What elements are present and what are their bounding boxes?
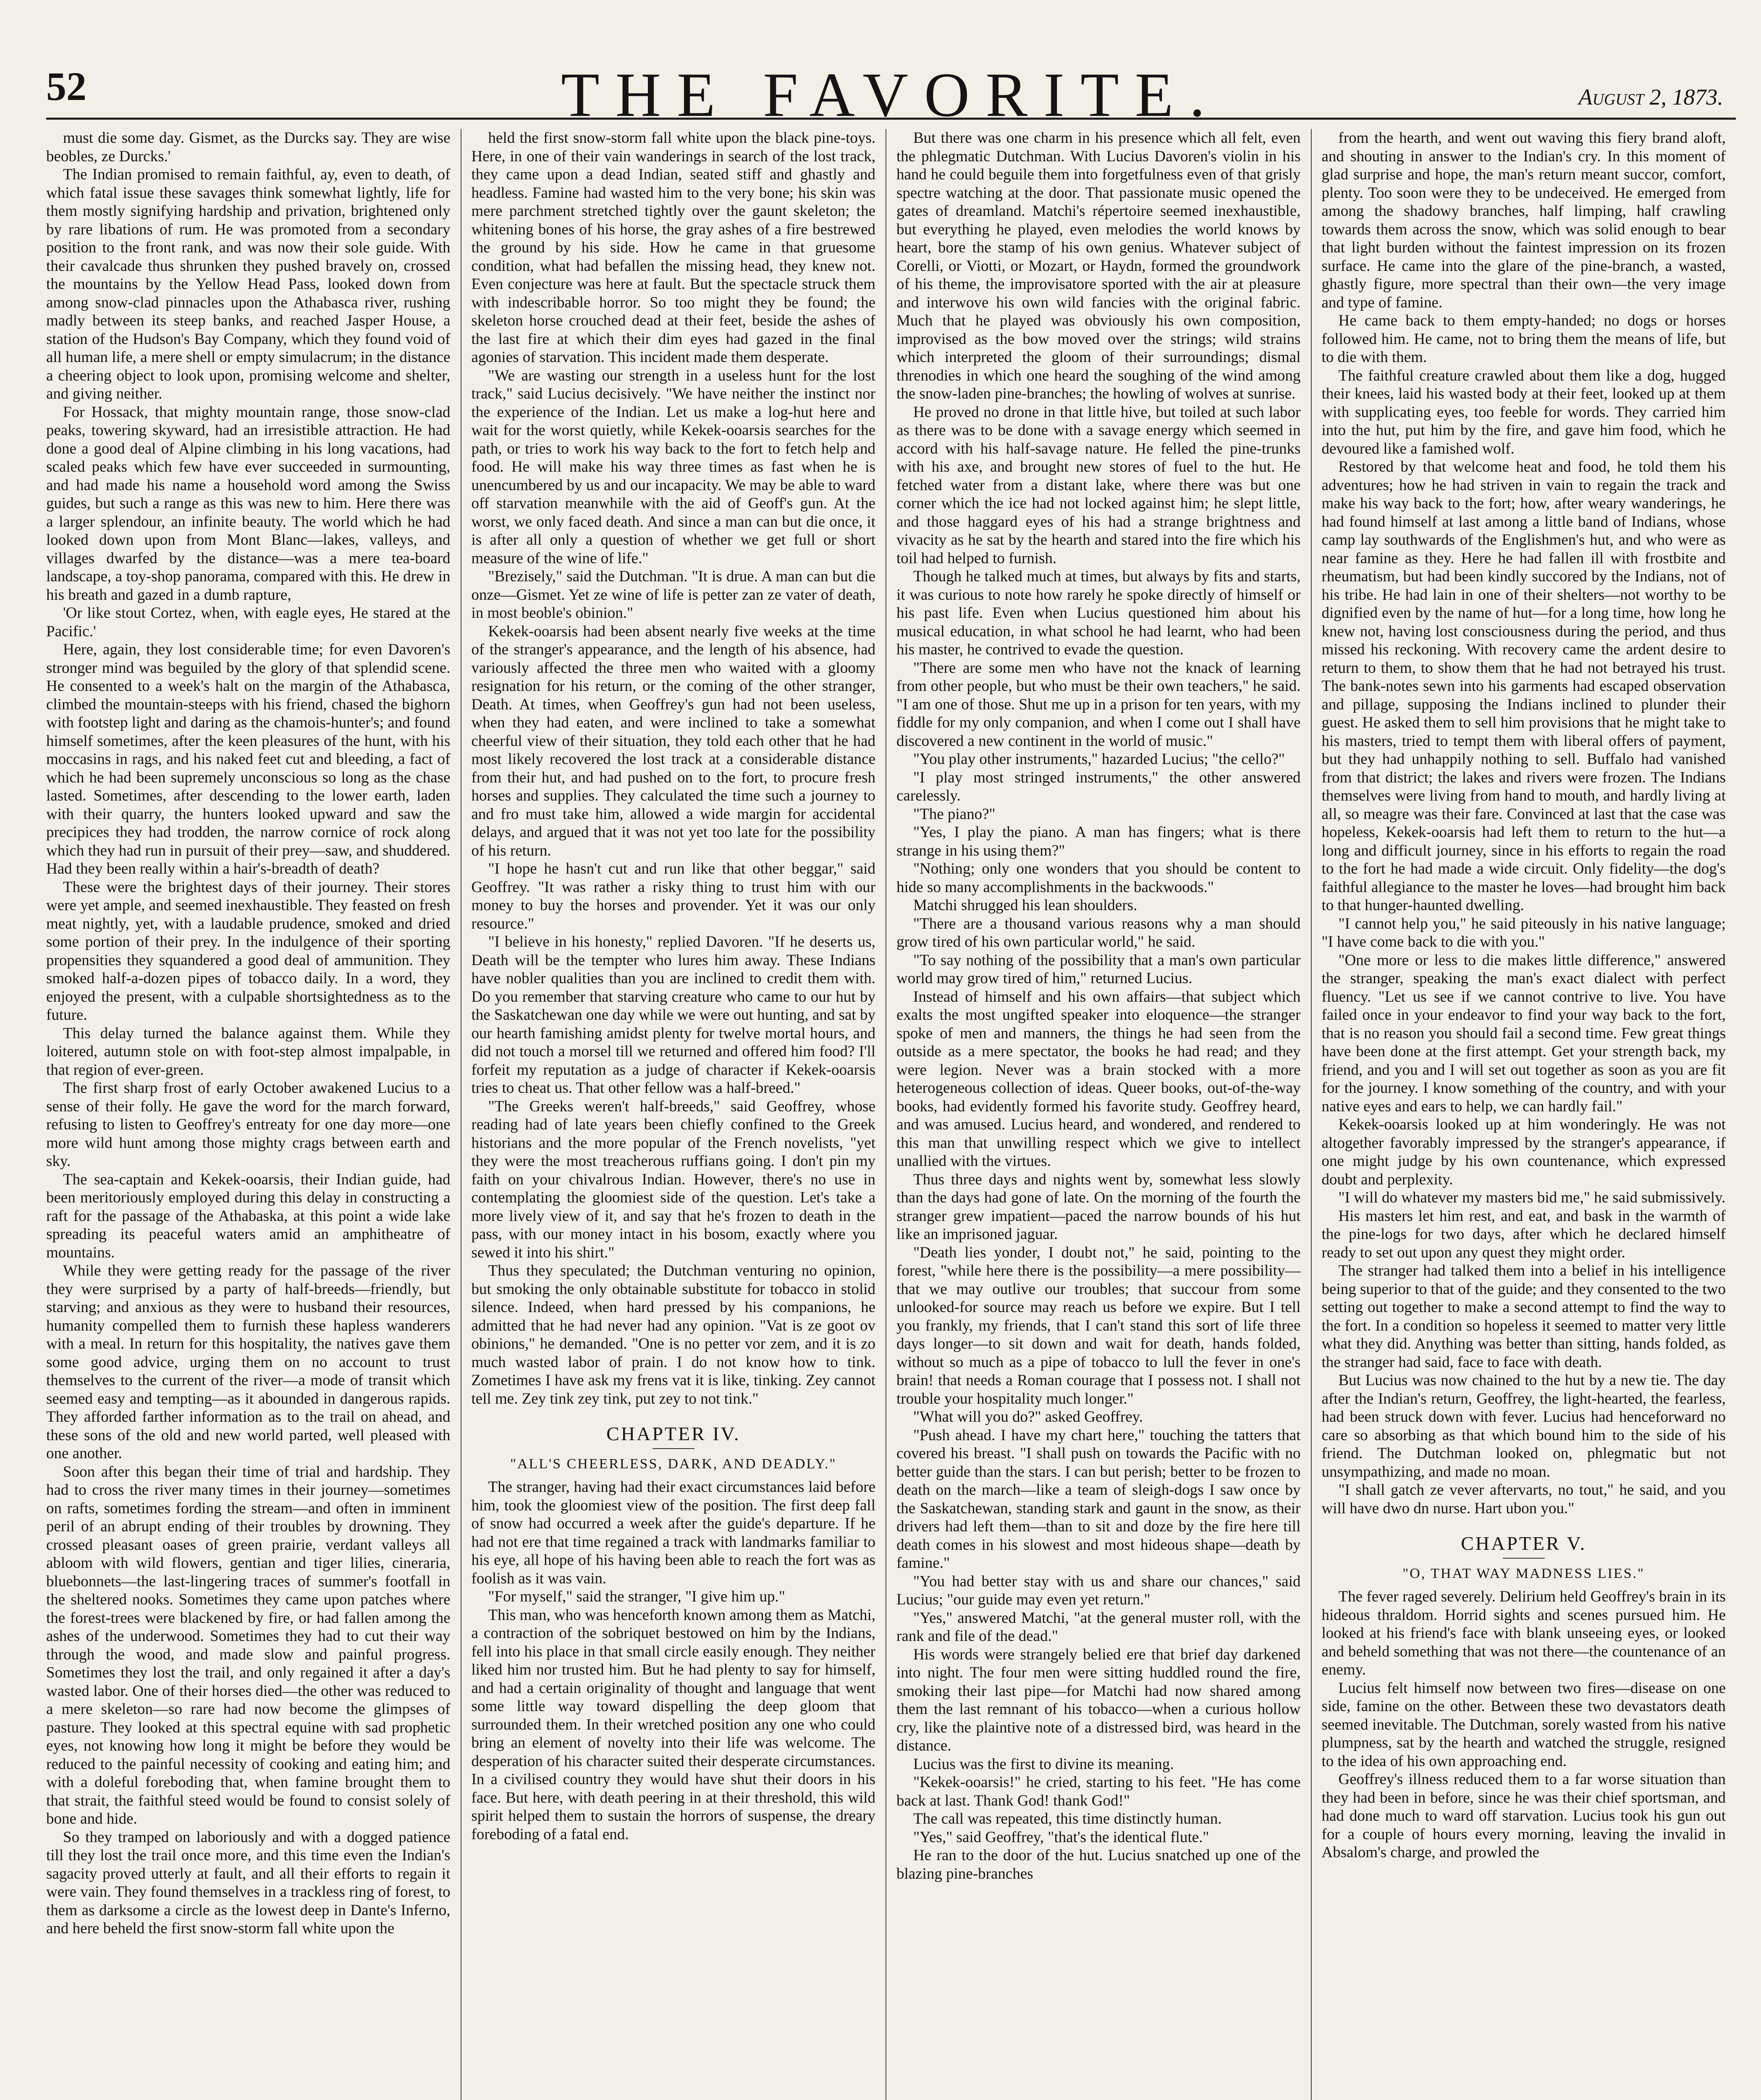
chapter-title: CHAPTER V. bbox=[1461, 1533, 1587, 1554]
paragraph: "There are some men who have not the knack of learning from other people, but who must be their own teachers," he said. "I am one of those. Shut me up in a prison for ten years, with my fiddle for my only companion, and when I come out I shall have discovered a new continent in the world of music." bbox=[896, 659, 1301, 750]
paragraph: "You had better stay with us and share our chances," said Lucius; "our guide may even yet return." bbox=[896, 1572, 1301, 1608]
paragraph: While they were getting ready for the passage of the river they were surprised by a party of half-breeds—friendly, but starving; and anxious as they were to husband their resources, humanity compelled them to furnish these hapless wanderers with a meal. In return for this hospitality, the natives gave them some good advice, urging them on no account to trust themselves to the current of the river—a mode of transit which seemed easy and tempting—as it abounded in dangerous rapids. They afforded farther information as to the trail on ahead, and these sons of the old and new world parted, well pleased with one another. bbox=[46, 1262, 451, 1462]
paragraph: The sea-captain and Kekek-ooarsis, their Indian guide, had been meritoriously employed during this delay in constructing a raft for the passage of the Athabaska, at this point a wide lake spreading its peaceful waters amid an amphitheatre of mountains. bbox=[46, 1171, 451, 1261]
paragraph: "The piano?" bbox=[913, 805, 996, 823]
paragraph: "Kekek-ooarsis!" he cried, starting to his feet. "He has come back at last. Thank God! thank God!" bbox=[896, 1774, 1301, 1809]
chapter-heading bbox=[1322, 1534, 1726, 1583]
paragraph: "You play other instruments," hazarded Lucius; "the cello?" bbox=[913, 751, 1285, 768]
page-number: 52 bbox=[46, 64, 86, 109]
paragraph: Lucius was the first to divine its meaning. bbox=[913, 1755, 1174, 1773]
paragraph: "I hope he hasn't cut and run like that other beggar," said Geoffrey. "It was rather a risky thing to trust him with our money to buy the horses and provender. Yet it was our only resource." bbox=[471, 860, 875, 932]
paragraph: But there was one charm in his presence which all felt, even the phlegmatic Dutchman. With Lucius Davoren's violin in his hand he could beguile them into forgetfulness even of that grisly spectre watching at the door. That passionate music opened the gates of dreamland. Matchi's répertoire seemed inexhaustible, but everything he played, even melodies the world knows by heart, bore the stamp of his own genius. Whatever subject of Corelli, or Viotti, or Mozart, or Haydn, formed the groundwork of his theme, the improvisatore sported with the air at pleasure and interwove his own wild fancies with the original fabric. Much that he played was obviously his own composition, improvised as the bow moved over the strings; wild strains which interpreted the gloom of their surroundings; dismal threnodies in which one heard the soughing of the wind among the snow-laden pine-branches; the howling of wolves at sunrise. bbox=[896, 129, 1301, 402]
paragraph: "To say nothing of the possibility that a man's own particular world may grow tired of him," returned Lucius. bbox=[896, 951, 1301, 987]
paragraph: Matchi shrugged his lean shoulders. bbox=[913, 897, 1137, 914]
article-columns bbox=[46, 129, 1736, 2100]
paragraph: He ran to the door of the hut. Lucius snatched up one of the blazing pine-branches bbox=[896, 1847, 1301, 1882]
paragraph: "Yes, I play the piano. A man has fingers; what is there strange in his using them?" bbox=[896, 824, 1301, 859]
paragraph: Restored by that welcome heat and food, he told them his adventures; how he had striven in vain to regain the track and make his way back to the fort; how, after weary wanderings, he had found himself at last among a little band of Indians, whose camp lay southwards of the Englishmen's hut, and who were as near famine as they. Here he had fallen ill with frostbite and rheumatism, but had been kindly succored by the Indians, not of his tribe. He had lain in one of their shelters—not worthy to be dignified even by the name of hut—for a long time, how long he knew not, having lost consciousness during the period, and thus missed his reckoning. With recovery came the ardent desire to return to them, to show them that he had not betrayed his trust. The bank-notes sewn into his garments had escaped observation and pillage, supposing the Indians inclined to plunder their guest. He asked them to sell him provisions that he might take to his masters, tried to tempt them with liberal offers of payment, but they had unhappily nothing to sell. Buffalo had vanished from that district; the lakes and rivers were frozen. The Indians themselves were living from hand to mouth, and hardly living at all, so meagre was their fare. Convinced at last that the case was hopeless, Kekek-ooarsis had left them to return to the hut—a long and difficult journey, since in his efforts to regain the road to the fort he had made a wide circuit. Only fidelity—the dog's faithful allegiance to the master he loves—had brought him back to that hunger-haunted dwelling. bbox=[1321, 458, 1726, 914]
paragraph: The stranger had talked them into a belief in his intelligence being superior to that of the guide; and they consented to the two setting out together to make a second attempt to find the way to the fort. In a condition so hopeless it seemed to matter very little what they did. Anything was better than sitting, hands folded, as the stranger had said, face to face with death. bbox=[1321, 1262, 1726, 1371]
paragraph: held the first snow-storm fall white upon the black pine-toys. Here, in one of their vain wanderings in search of the lost track, they came upon a dead Indian, seated stiff and ghastly and headless. Famine had wasted him to the very bone; his skin was mere parchment stretched tightly over the gaunt skeleton; the whitening bones of his horse, the gray ashes of a fire bestrewed the ground by his side. How he came in that gruesome condition, what had befallen the missing head, they knew not. Even conjecture was here at fault. But the spectacle struck them with indescribable horror. So too might they be found; the skeleton horse crouched dead at their feet, beside the ashes of the last fire at which their dim eyes had gazed in the final agonies of starvation. This incident made them desperate. bbox=[471, 129, 875, 366]
paragraph: This man, who was henceforth known among them as Matchi, a contraction of the sobriquet bestowed on him by the Indians, fell into his place in that small circle easily enough. They neither liked him nor trusted him. But he had plenty to say for himself, and had a certain originality of thought and language that went some little way toward dispelling the deep gloom that surrounded them. In their wretched position any one who could bring an element of novelty into their life was welcome. The desperation of his character suited their desperate circumstances. In a civilised country they would have shut their doors in his face. But here, with death peering in at their threshold, this wild spirit helped them to sustain the horrors of suspense, the dreary foreboding of a fatal end. bbox=[471, 1606, 875, 1843]
paragraph: For Hossack, that mighty mountain range, those snow-clad peaks, towering skyward, had an irresistible attraction. He had done a good deal of Alpine climbing in his long vacations, had scaled peaks which few have ever succeeded in surmounting, and had made his name a household word among the Swiss guides, but such a range as this was new to him. Here there was a larger splendour, an infinite beauty. The world which he had looked down upon from Mont Blanc—lakes, valleys, and villages dwarfed by the distance—was a mere tea-board landscape, a toy-shop panorama, compared with this. He drew in his breath and gazed in a dumb rapture, bbox=[46, 403, 451, 604]
paragraph: Geoffrey's illness reduced them to a far worse situation than they had been in before, since he was their chief sportsman, and had done much to ward off starvation. Lucius took his gun out for a couple of hours every morning, leaving the invalid in Absalom's charge, and prowled the bbox=[1321, 1771, 1726, 1861]
paragraph: Thus they speculated; the Dutchman venturing no opinion, but smoking the only obtainable substitute for tobacco in stolid silence. Indeed, when hard pressed by his companions, he admitted that he had never had any opinion. "Vat is ze goot ov obinions," he demanded. "One is no petter vor zem, and it is zo much wasted labor of prain. I do not know how to tink. Zometimes I have ask my frens vat it is like, tinking. Zey cannot tell me. Zey tink zey tink, put zey to not tink." bbox=[471, 1262, 875, 1407]
paragraph: "I play most stringed instruments," the other answered carelessly. bbox=[896, 769, 1301, 804]
paragraph: The fever raged severely. Delirium held Geoffrey's brain in its hideous thraldom. Horrid sights and scenes pursued him. He looked at his friend's face with blank unseeing eyes, or looked and beheld something that was not there—the countenance of an enemy. bbox=[1321, 1588, 1726, 1678]
column-2 bbox=[461, 129, 886, 2100]
chapter-title: CHAPTER IV. bbox=[606, 1423, 741, 1444]
paragraph: Lucius felt himself now between two fires—disease on one side, famine on the other. Between these two devastators death seemed inevitable. The Dutchman, sorely wasted from his native plumpness, sat by the hearth and watched the struggle, resigned to the idea of his own approaching end. bbox=[1321, 1679, 1726, 1770]
paragraph: He proved no drone in that little hive, but toiled at such labor as there was to be done with a savage energy which seemed in accord with his half-savage nature. He felled the pine-trunks with his axe, and brought new stores of fuel to the hut. He fetched water from a distant lake, where there was but one corner which the ice had not locked against him; he slept little, and those haggard eyes of his had a strange brightness and vivacity as he sat by the hearth and stared into the fire which his toil had helped to furnish. bbox=[896, 403, 1301, 567]
paragraph: "There are a thousand various reasons why a man should grow tired of his own particular world," he said. bbox=[896, 915, 1301, 950]
paragraph: Soon after this began their time of trial and hardship. They had to cross the river many times in their journey—sometimes on rafts, sometimes fording the stream—and often in imminent peril of an abrupt ending of their troubles by drowning. They crossed pleasant oases of green prairie, verdant valleys all abloom with wild flowers, gentian and tiger lilies, cineraria, bluebonnets—the last-lingering traces of summer's footfall in the sheltered nooks. Sometimes they came upon patches where the forest-trees were blackened by fire, or had fallen among the ashes of the underwood. Sometimes they had to cut their way through the wood, and made slow and painful progress. Sometimes they lost the trail, and only regained it after a day's wasted labor. One of their horses died—the other was reduced to a mere skeleton—so rare had now become the glimpses of pasture. They looked at this spectral equine with sad prophetic eyes, not knowing how long it might be before they would be reduced to the painful necessity of cooking and eating him; and with a doleful foreboding that, when famine brought them to that strait, the faithful steed would be found to consist solely of bone and hide. bbox=[46, 1463, 451, 1827]
paragraph: Thus three days and nights went by, somewhat less slowly than the days had gone of late. On the morning of the fourth the stranger grew impatient—paced the narrow bounds of his hut like an imprisoned jaguar. bbox=[896, 1171, 1301, 1243]
paragraph: The call was repeated, this time distinctly human. bbox=[913, 1810, 1222, 1827]
masthead-title: THE FAVORITE. bbox=[561, 60, 1221, 130]
paragraph: The first sharp frost of early October awakened Lucius to a sense of their folly. He gave the word for the march forward, refusing to listen to Geoffrey's entreaty for one day more—one more wild hunt among those mighty crags between earth and sky. bbox=[46, 1079, 451, 1170]
paragraph: "We are wasting our strength in a useless hunt for the lost track," said Lucius decisively. "We have neither the instinct nor the experience of the Indian. Let us make a log-hut here and wait for the worst quietly, while Kekek-ooarsis searches for the path, or tries to work his way back to the fort to fetch help and food. He will make his way three times as fast when he is unencumbered by us and our incapacity. We may be able to ward off starvation meanwhile with the aid of Geoff's gun. At the worst, we only faced death. And since a man can but die once, it is after all only a question of whether we get full or short measure of the wine of life." bbox=[471, 367, 875, 567]
paragraph: Instead of himself and his own affairs—that subject which exalts the most ungifted speaker into eloquence—the stranger spoke of men and manners, the things he had seen from the outside as a mere spectator, the books he had read; and they were legion. Never was a brain stocked with a more heterogeneous collection of ideas. Queer books, out-of-the-way books, had evidently formed his favorite study. Geoffrey heard, and was amused. Lucius heard, and wondered, and rendered to this man that unwilling respect which we give to intellect unallied with the virtues. bbox=[896, 988, 1301, 1170]
chapter-divider bbox=[1503, 1558, 1545, 1559]
paragraph: The Indian promised to remain faithful, ay, even to death, of which fatal issue these savages think somewhat lightly, life for them mostly signifying hardship and privation, brightened only by rare libations of rum. He was promoted from a secondary position to the front rank, and was now their sole guide. With their cavalcade thus shrunken they pushed bravely on, crossed the mountains by the Yellow Head Pass, looked down from among snow-clad pinnacles upon the Athabasca river, rushing madly between its steep banks, and reached Jasper House, a station of the Hudson's Bay Company, which they found void of all human life, a mere shell or empty simulacrum; in the distance a cheering object to look upon, promising welcome and shelter, and giving neither. bbox=[46, 166, 451, 402]
chapter-divider bbox=[653, 1448, 694, 1449]
column-1 bbox=[46, 129, 461, 2100]
page-header bbox=[46, 50, 1736, 130]
paragraph: "I cannot help you," he said piteously in his native language; "I have come back to die with you." bbox=[1321, 915, 1726, 950]
paragraph: "Nothing; only one wonders that you should be content to hide so many accomplishments in the backwoods." bbox=[896, 860, 1301, 896]
paragraph: His masters let him rest, and eat, and bask in the warmth of the pine-logs for two days, after which he declared himself ready to set out upon any quest they might order. bbox=[1321, 1207, 1726, 1261]
paragraph: Though he talked much at times, but always by fits and starts, it was curious to note how rarely he spoke directly of himself or his past life. Even when Lucius questioned him about his musical education, in what school he had learnt, who had been his master, he contrived to evade the question. bbox=[896, 568, 1301, 658]
paragraph: Here, again, they lost considerable time; for even Davoren's stronger mind was beguiled by the glory of that splendid scene. He consented to a week's halt on the margin of the Athabasca, climbed the mountain-steeps with his friend, chased the bighorn with footstep light and daring as the chamois-hunter's; and found himself sometimes, after the keen pleasures of the hunt, with his moccasins in rags, and his naked feet cut and bleeding, a fact of which he had been supremely unconscious so long as the chase lasted. Sometimes, after descending to the lower earth, laden with their quarry, the hunters looked upward and saw the precipices they had trodden, the narrow cornice of rock along which they had run in pursuit of their prey—saw, and shuddered. Had they been really within a hair's-breadth of death? bbox=[46, 641, 451, 877]
column-3 bbox=[886, 129, 1311, 2100]
chapter-subtitle: "O, THAT WAY MADNESS LIES." bbox=[1402, 1565, 1645, 1581]
paragraph: "The Greeks weren't half-breeds," said Geoffrey, whose reading had of late years been chiefly confined to the Greek historians and the more popular of the French novelists, "yet they were the most treacherous ruffians going. I don't pin my faith on your chivalrous Indian. However, there's no use in contemplating the gloomiest side of the question. Let's take a more lively view of it, and say that he's frozen to death in the pass, with our money intact in his bosom, exactly where you sewed it into his shirt." bbox=[471, 1097, 875, 1261]
paragraph: "One more or less to die makes little difference," answered the stranger, speaking the man's exact dialect with perfect fluency. "Let us see if we cannot contrive to live. You have failed once in your endeavor to find your way back to the fort, that is no reason you should fail a second time. Few great things have been done at the first attempt. Get your strength back, my friend, and you and I will set out together as soon as you are fit for the journey. I know something of the country, and with your native eyes and ears to help, we can hardly fail." bbox=[1321, 951, 1726, 1115]
paragraph: "Yes," said Geoffrey, "that's the identical flute." bbox=[913, 1828, 1209, 1846]
chapter-heading bbox=[472, 1425, 876, 1473]
paragraph: "Yes," answered Matchi, "at the general muster roll, with the rank and file of the dead." bbox=[896, 1609, 1301, 1645]
paragraph: So they tramped on laboriously and with a dogged patience till they lost the trail once more, and this time even the Indian's sagacity proved utterly at fault, and all their efforts to regain it were vain. They found themselves in a trackless ring of forest, to them as darksome a circle as the lowest deep in Dante's Inferno, and here beheld the first snow-storm fall white upon the bbox=[46, 1828, 451, 1937]
paragraph: He came back to them empty-handed; no dogs or horses followed him. He came, not to bring them the means of life, but to die with them. bbox=[1321, 312, 1726, 366]
paragraph: The faithful creature crawled about them like a dog, hugged their knees, laid his wasted body at their feet, looked up at them with supplicating eyes, too feeble for words. They carried him into the hut, put him by the fire, and gave him food, which he devoured like a famished wolf. bbox=[1321, 367, 1726, 457]
issue-date: August 2, 1873. bbox=[1578, 84, 1723, 110]
column-4 bbox=[1311, 129, 1736, 2100]
paragraph: But Lucius was now chained to the hut by a new tie. The day after the Indian's return, Geoffrey, the light-hearted, the fearless, had been struck down with fever. Lucius had henceforward no care so absorbing as that which bound him to the side of his friend. The Dutchman looked on, phlegmatic but not unsympathizing, and made no moan. bbox=[1321, 1372, 1726, 1480]
paragraph: must die some day. Gismet, as the Durcks say. They are wise beobles, ze Durcks.' bbox=[46, 129, 451, 165]
paragraph: The stranger, having had their exact circumstances laid before him, took the gloomiest view of the position. The first deep fall of snow had occurred a week after the guide's departure. If he had not ere that time regained a track with landmarks familiar to his eye, all hope of his having been able to reach the fort was as foolish as it was vain. bbox=[471, 1478, 875, 1587]
paragraph: Kekek-ooarsis looked up at him wonderingly. He was not altogether favorably impressed by the stranger's appearance, if one might judge by his own countenance, which expressed doubt and perplexity. bbox=[1321, 1116, 1726, 1188]
paragraph: "I shall gatch ze vever aftervarts, no tout," he said, and you will have dwo dn nurse. Hart ubon you." bbox=[1321, 1481, 1726, 1517]
paragraph: His words were strangely belied ere that brief day darkened into night. The four men were sitting huddled round the fire, smoking their last pipe—for Matchi had now shared among them the last remnant of his tobacco—when a curious hollow cry, like the plaintive note of a distressed bird, was heard in the distance. bbox=[896, 1646, 1301, 1754]
paragraph: "For myself," said the stranger, "I give him up." bbox=[488, 1588, 785, 1605]
paragraph: 'Or like stout Cortez, when, with eagle eyes, He stared at the Pacific.' bbox=[46, 604, 451, 640]
paragraph: "I will do whatever my masters bid me," he said submissively. bbox=[1338, 1189, 1726, 1206]
paragraph: These were the brightest days of their journey. Their stores were yet ample, and seemed inexhaustible. They feasted on fresh meat nightly, yet, with a laudable prudence, smoked and dried some portion of their prey. In the indulgence of their sporting propensities they squandered a good deal of ammunition. They smoked half-a-dozen pipes of tobacco daily. In a word, they enjoyed the present, with a culpable shortsightedness as to the future. bbox=[46, 878, 451, 1024]
paragraph: Kekek-ooarsis had been absent nearly five weeks at the time of the stranger's appearance, and the length of his absence, had variously affected the three men who waited with a gloomy resignation for his return, or the coming of the other stranger, Death. At times, when Geoffrey's gun had not been useless, when they had eaten, and were inclined to take a somewhat cheerful view of their situation, they told each other that he had most likely recovered the lost track at a considerable distance from their hut, and had pushed on to the fort, to procure fresh horses and supplies. They calculated the time such a journey to and fro must take him, allowed a wide margin for accidental delays, and argued that it was not yet too late for the possibility of his return. bbox=[471, 622, 875, 859]
paragraph: "Death lies yonder, I doubt not," he said, pointing to the forest, "while here there is the possibility—a mere possibility—that we may outlive our troubles; that succour from some unlooked-for source may reach us before we expire. But I tell you frankly, my friends, that I can't stand this sort of life three days longer—to sit down and wait for death, hands folded, without so much as a pipe of tobacco to lull the fever in one's brain! that needs a Roman courage that I possess not. I shall not trouble your hospitality much longer." bbox=[896, 1244, 1301, 1407]
chapter-subtitle: "ALL'S CHEERLESS, DARK, AND DEADLY." bbox=[510, 1456, 837, 1472]
paragraph: "What will you do?" asked Geoffrey. bbox=[913, 1408, 1143, 1425]
paragraph: This delay turned the balance against them. While they loitered, autumn stole on with foot-step almost impalpable, in that region of ever-green. bbox=[46, 1024, 451, 1079]
paragraph: "Push ahead. I have my chart here," touching the tatters that covered his breast. "I shall push on towards the Pacific with no better guide than the stars. I can but perish; better to be frozen to death on the march—like a team of sleigh-dogs I saw once by the Saskatchewan, standing stark and gaunt in the snow, as their drivers had left them—than to sit and doze by the fire here till death comes in his slowest and most hideous shape—death by famine." bbox=[896, 1426, 1301, 1572]
paragraph: "I believe in his honesty," replied Davoren. "If he deserts us, Death will be the tempter who lures him away. These Indians have nobler qualities than you are inclined to credit them with. Do you remember that starving creature who came to our hut by the Saskatchewan one day while we were out hunting, and sat by our hearth famishing amidst plenty for twelve mortal hours, and did not touch a morsel till we returned and offered him food? I'll forfeit my reputation as a judge of character if Kekek-ooarsis tries to cheat us. That other fellow was a half-breed." bbox=[471, 933, 875, 1097]
paragraph: from the hearth, and went out waving this fiery brand aloft, and shouting in answer to the Indian's cry. In this moment of glad surprise and hope, the man's return meant succor, comfort, plenty. Too soon were they to be undeceived. He emerged from among the shadowy branches, half limping, half crawling towards them across the snow, which was solid enough to bear that light burden without the faintest impression on its frozen surface. He came into the glare of the pine-branch, a wasted, ghastly figure, more spectral than their own—the very image and type of famine. bbox=[1321, 129, 1726, 311]
paragraph: "Brezisely," said the Dutchman. "It is drue. A man can but die onze—Gismet. Yet ze wine of life is petter zan ze vater of death, in most beoble's obinion." bbox=[471, 568, 875, 622]
